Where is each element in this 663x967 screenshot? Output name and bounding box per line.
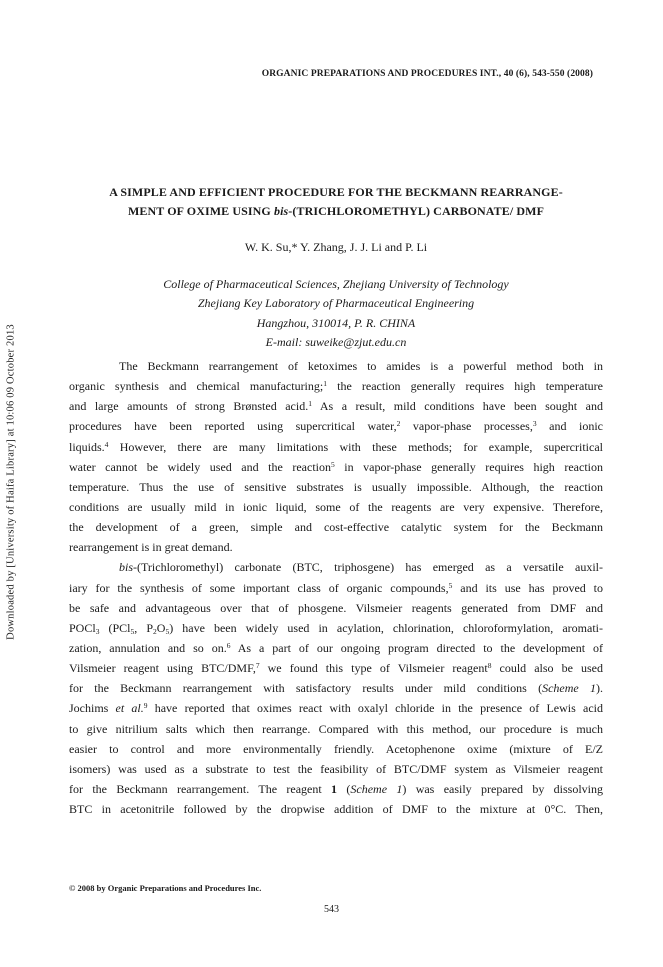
title-line-1: A SIMPLE AND EFFICIENT PROCEDURE FOR THE BECKMANN REARRANGE- <box>109 185 563 199</box>
p2-line: for the Beckmann rearrangement with satisfactory results under mild conditions (Scheme 1). <box>69 681 603 696</box>
p2-line: zation, annulation and so on.$^6$ As a part of our ongoing program directed to the development of <box>69 640 603 655</box>
p2-line: Vilsmeier reagent using BTC/DMF,$^7$ we found this type of Vilsmeier reagent$^8$ could also be used <box>69 661 603 676</box>
affiliation <box>70 275 602 352</box>
affiliation-laboratory: Zhejiang Key Laboratory of Pharmaceutical Engineering <box>197 296 475 311</box>
p2-line: be safe and advantageous over that of phosgene. Vilsmeier reagents generated from DMF and <box>69 600 603 615</box>
p1-line: rearrangement is in great demand. <box>69 540 233 555</box>
author-list: W. K. Su,* Y. Zhang, J. J. Li and P. Li <box>244 240 428 254</box>
p1-line: and large amounts of strong Brønsted acid.$^1$ As a result, mild conditions have been sought and <box>69 399 603 414</box>
p2-line: to give nitrilium salts which then rearrange. Compared with this method, our procedure is much <box>69 721 603 736</box>
title-line-2 <box>70 202 602 221</box>
p2-line: easier to control and more environmentally friendly. Acetophenone oxime (mixture of E/Z <box>69 741 603 756</box>
p2-line: POCl$_3$ (PCl$_5$, $P_2O_5$) have been widely used in acylation, chlorination, chloroformylation, aromati- <box>69 620 603 636</box>
p2-line: iary for the synthesis of some important class of organic compounds,$^5$ and its use has proved to <box>69 580 604 595</box>
download-note-text: Downloaded by [University of Haifa Library] at 10:06 09 October 2013 <box>5 324 17 640</box>
article-title <box>70 183 602 221</box>
title-line-2-prefix: MENT OF OXIME USING <box>127 204 274 218</box>
p2-line: for the Beckmann rearrangement. The reagent 1 (Scheme 1) was easily prepared by dissolving <box>69 781 603 796</box>
title-line-2-italic: bis <box>273 204 289 218</box>
p2-line: Jochims et al.$^9$ have reported that oximes react with oxalyl chloride in the presence of Lewis acid <box>69 701 603 716</box>
affiliation-city: Hangzhou, 310014, P. R. CHINA <box>256 315 416 330</box>
p1-line: temperature. Thus the use of sensitive substrates is usually impossible. Although, the reaction <box>69 479 603 494</box>
p2-line: isomers) was used as a substrate to test the feasibility of BTC/DMF system as Vilsmeier reagent <box>69 761 603 776</box>
p1-line: procedures have been reported using supercritical water,$^2$ vapor-phase processes,$^3$ and ionic <box>69 419 603 434</box>
p1-line: conditions are usually mild in ionic liquid, some of the reagents are very expensive. Therefore, <box>69 499 603 514</box>
p2-line: BTC in acetonitrile followed by the dropwise addition of DMF to the mixture at 0°C. Then, <box>69 802 603 817</box>
p1-line: liquids.$^4$ However, there are many limitations with these methods; for example, supercritical <box>69 439 603 454</box>
title-line-2-suffix: -(TRICHLOROMETHYL) CARBONATE/ DMF <box>288 204 545 218</box>
affiliation-college: College of Pharmaceutical Sciences, Zhejiang University of Technology <box>163 277 509 291</box>
p1-line: the development of a green, simple and cost-effective catalytic system for the Beckmann <box>69 520 603 535</box>
journal-header: ORGANIC PREPARATIONS AND PROCEDURES INT., 40 (6), 543-550 (2008) <box>261 69 593 79</box>
p2-line: bis-(Trichloromethyl) carbonate (BTC, triphosgene) has emerged as a versatile auxil- <box>119 560 603 575</box>
p1-line: The Beckmann rearrangement of ketoximes to amides is a powerful method both in <box>119 359 603 373</box>
p1-line: water cannot be widely used and the reaction$^5$ in vapor-phase generally requires high reaction <box>69 459 603 474</box>
body-text <box>69 356 603 819</box>
p1-line: organic synthesis and chemical manufacturing;$^1$ the reaction generally requires high temperature <box>69 379 603 394</box>
affiliation-email: E-mail: suweike@zjut.edu.cn <box>265 334 407 349</box>
copyright-notice: © 2008 by Organic Preparations and Procedures Inc. <box>69 883 262 893</box>
page-number: 543 <box>324 904 339 915</box>
download-watermark <box>4 262 18 702</box>
